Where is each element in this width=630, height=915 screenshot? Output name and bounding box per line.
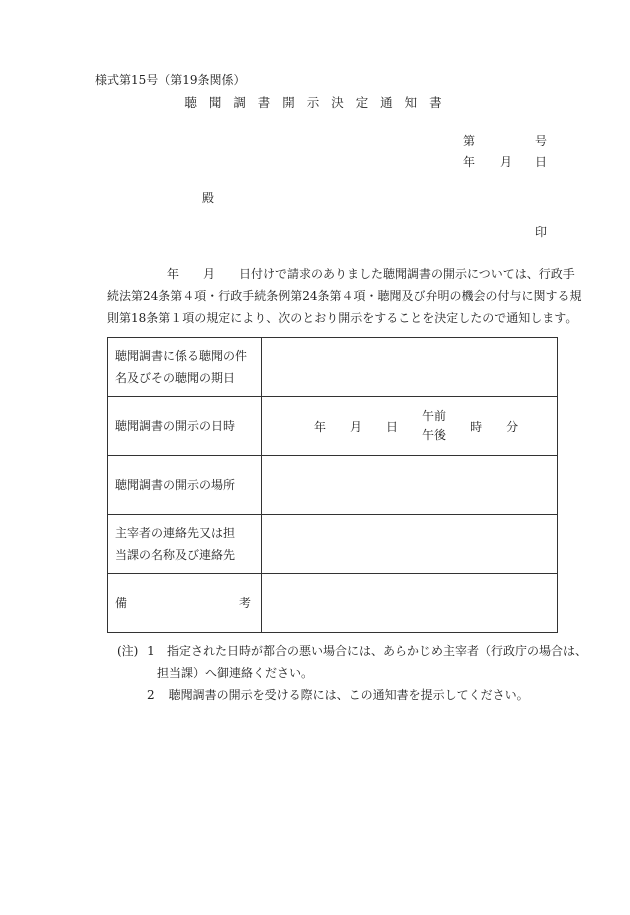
notes-prefix: (注) — [117, 644, 139, 658]
remarks-label-right: 考 — [238, 596, 251, 610]
table-row — [108, 338, 558, 397]
note-1-number: 1 — [147, 644, 155, 658]
hearing-case-label-line-1: 聴聞調書に係る聴聞の件 — [115, 349, 248, 363]
datetime-day: 日 — [386, 419, 399, 434]
body-line-1-text: 日付けで請求のありました聴聞調書の開示については、行政手 — [239, 267, 575, 281]
note-2 — [117, 684, 587, 706]
am-label: 午前 — [422, 409, 447, 423]
disclosure-datetime-field[interactable] — [262, 397, 558, 456]
note-2-number: 2 — [147, 688, 155, 702]
contact-info-label — [108, 515, 262, 574]
table-row — [108, 397, 558, 456]
disclosure-details-table — [107, 337, 558, 633]
disclosure-datetime-content — [262, 407, 557, 445]
disclosure-place-label-text: 聴聞調書の開示の場所 — [115, 478, 236, 492]
datetime-year: 年 — [314, 419, 327, 434]
remarks-label-text — [115, 592, 257, 614]
table-row — [108, 515, 558, 574]
pm-label: 午後 — [422, 428, 447, 442]
datetime-hour: 時 — [470, 419, 483, 434]
issue-date-month: 月 — [500, 155, 513, 169]
remarks-label — [108, 574, 262, 633]
disclosure-datetime-label-text: 聴聞調書の開示の日時 — [115, 419, 236, 433]
note-1 — [117, 640, 587, 662]
disclosure-place-label — [108, 456, 262, 515]
addressee-honorific: 殿 — [202, 191, 215, 205]
contact-info-field[interactable] — [262, 515, 558, 574]
issue-date-year: 年 — [463, 155, 476, 169]
datetime-minute: 分 — [506, 419, 519, 434]
notice-body-line-1 — [107, 263, 577, 285]
body-request-year: 年 — [167, 267, 180, 281]
note-1-line-2: 担当課）へ御連絡ください。 — [157, 666, 314, 680]
hearing-case-label — [108, 338, 262, 397]
table-row — [108, 574, 558, 633]
reference-number-suffix: 号 — [535, 134, 548, 148]
form-number: 様式第15号（第19条関係） — [95, 73, 246, 87]
notice-body-line-2: 続法第24条第４項・行政手続条例第24条第４項・聴聞及び弁明の機会の付与に関する規 — [107, 289, 582, 303]
reference-number-prefix: 第 — [463, 134, 476, 148]
hearing-case-label-line-2: 名及びその聴聞の期日 — [115, 371, 236, 385]
remarks-label-left: 備 — [115, 596, 128, 610]
note-1-line-1: 指定された日時が都合の悪い場合には、あらかじめ主宰者（行政庁の場合は、 — [166, 644, 587, 658]
contact-info-label-line-1: 主宰者の連絡先又は担 — [115, 526, 236, 540]
body-request-month: 月 — [203, 267, 216, 281]
datetime-month: 月 — [350, 419, 363, 434]
table-row — [108, 456, 558, 515]
document-title: 聴 聞 調 書 開 示 決 定 通 知 書 — [184, 95, 446, 110]
notice-body-line-3: 則第18条第１項の規定により、次のとおり開示をすることを決定したので通知します。 — [107, 311, 578, 325]
am-pm-selector — [422, 407, 446, 445]
remarks-field[interactable] — [262, 574, 558, 633]
seal-mark: 印 — [535, 225, 548, 239]
notes-section — [117, 640, 587, 706]
disclosure-datetime-label — [108, 397, 262, 456]
note-2-text: 聴聞調書の開示を受ける際には、この通知書を提示してください。 — [168, 688, 529, 702]
notice-body — [107, 263, 582, 329]
contact-info-label-line-2: 当課の名称及び連絡先 — [115, 548, 236, 562]
disclosure-place-field[interactable] — [262, 456, 558, 515]
hearing-case-field[interactable] — [262, 338, 558, 397]
issue-date-day: 日 — [535, 155, 548, 169]
